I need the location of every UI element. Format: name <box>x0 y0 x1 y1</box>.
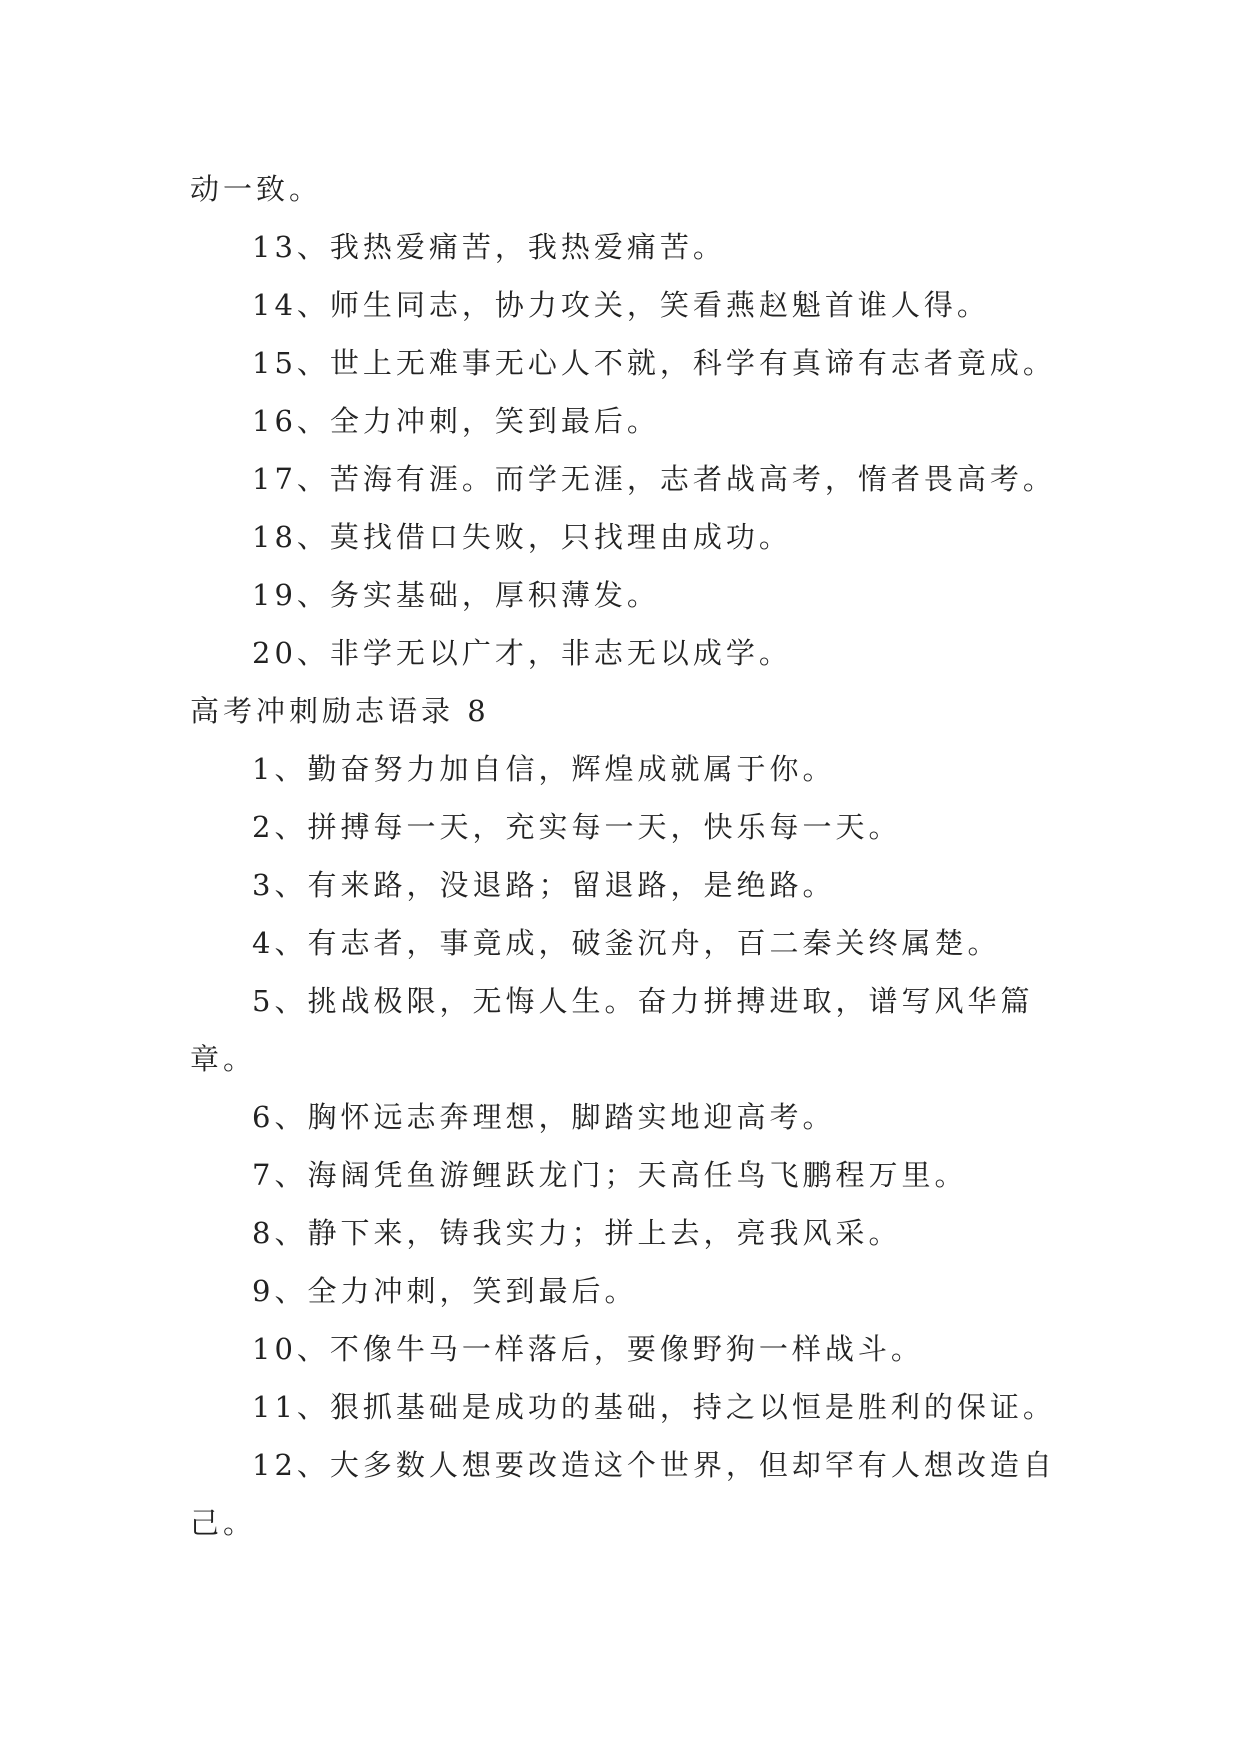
text-line <box>190 798 1090 856</box>
text-line <box>190 276 1090 334</box>
line-text: 章。 <box>190 1042 257 1076</box>
text-line <box>190 392 1090 450</box>
text-line <box>190 508 1090 566</box>
line-text: 4、有志者，事竟成，破釜沉舟，百二秦关终属楚。 <box>252 926 1001 960</box>
text-line <box>190 856 1090 914</box>
line-text: 8、静下来，铸我实力；拼上去，亮我风采。 <box>252 1216 902 1250</box>
text-line <box>190 1436 1090 1494</box>
line-text: 12、大多数人想要改造这个世界，但却罕有人想改造自 <box>252 1448 1056 1482</box>
text-line <box>190 450 1090 508</box>
text-line <box>190 972 1090 1030</box>
text-line <box>190 334 1090 392</box>
text-line <box>190 1378 1090 1436</box>
line-text: 20、非学无以广才，非志无以成学。 <box>252 636 792 670</box>
line-text: 10、不像牛马一样落后，要像野狗一样战斗。 <box>252 1332 924 1366</box>
line-text: 15、世上无难事无心人不就，科学有真谛有志者竟成。 <box>252 346 1056 380</box>
line-text: 动一致。 <box>190 172 323 206</box>
line-text: 3、有来路，没退路；留退路，是绝路。 <box>252 868 836 902</box>
text-line <box>190 1146 1090 1204</box>
text-line <box>190 1030 1090 1088</box>
text-line <box>190 740 1090 798</box>
line-text: 19、务实基础，厚积薄发。 <box>252 578 660 612</box>
line-text: 2、拼搏每一天，充实每一天，快乐每一天。 <box>252 810 902 844</box>
line-text: 14、师生同志，协力攻关，笑看燕赵魁首谁人得。 <box>252 288 990 322</box>
section-heading <box>190 682 1090 740</box>
document-body <box>190 160 1090 1552</box>
line-text: 11、狠抓基础是成功的基础，持之以恒是胜利的保证。 <box>252 1390 1056 1424</box>
text-line <box>190 1320 1090 1378</box>
line-text: 5、挑战极限，无悔人生。奋力拼搏进取，谱写风华篇 <box>252 984 1034 1018</box>
text-line <box>190 218 1090 276</box>
line-text: 13、我热爱痛苦，我热爱痛苦。 <box>252 230 726 264</box>
line-text: 1、勤奋努力加自信，辉煌成就属于你。 <box>252 752 836 786</box>
line-text: 18、莫找借口失败，只找理由成功。 <box>252 520 792 554</box>
line-text: 7、海阔凭鱼游鲤跃龙门；天高任鸟飞鹏程万里。 <box>252 1158 968 1192</box>
text-line <box>190 1494 1090 1552</box>
text-line <box>190 1088 1090 1146</box>
text-line <box>190 1262 1090 1320</box>
line-text: 己。 <box>190 1506 257 1540</box>
line-text: 17、苦海有涯。而学无涯，志者战高考，惰者畏高考。 <box>252 462 1056 496</box>
text-line <box>190 566 1090 624</box>
line-text: 16、全力冲刺，笑到最后。 <box>252 404 660 438</box>
text-line <box>190 1204 1090 1262</box>
text-line <box>190 624 1090 682</box>
text-line <box>190 160 1090 218</box>
heading-text: 高考冲刺励志语录 8 <box>190 694 490 728</box>
line-text: 9、全力冲刺，笑到最后。 <box>252 1274 638 1308</box>
line-text: 6、胸怀远志奔理想，脚踏实地迎高考。 <box>252 1100 836 1134</box>
text-line <box>190 914 1090 972</box>
